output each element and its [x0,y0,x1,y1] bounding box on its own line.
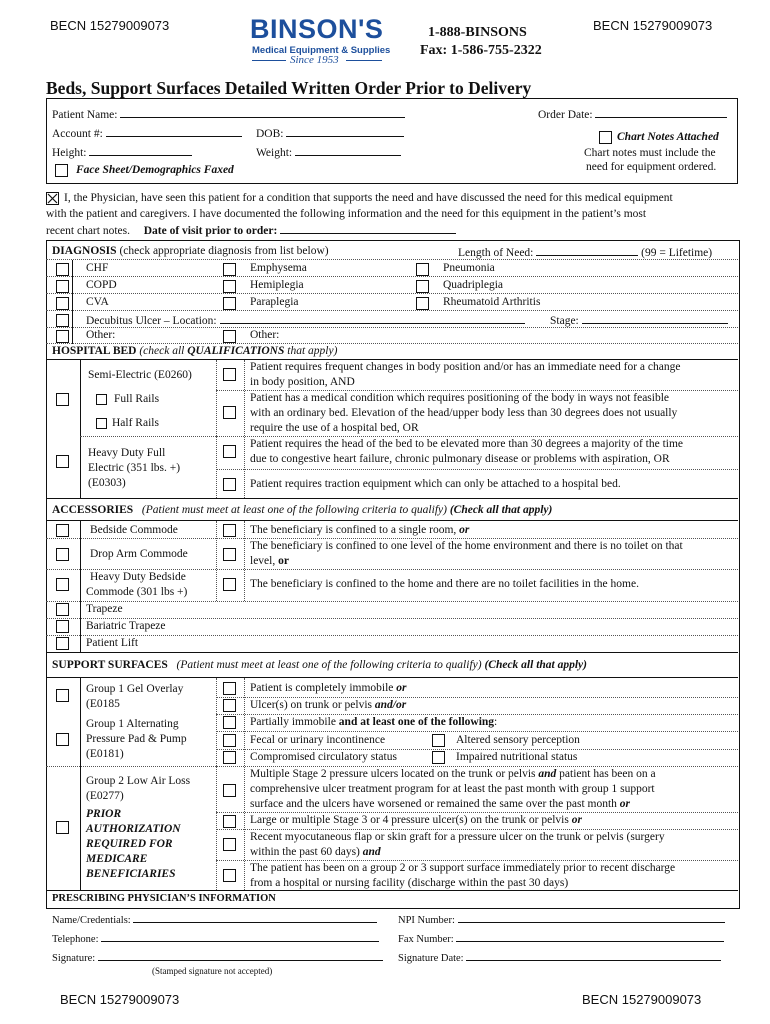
bed-criterion-4-checkbox[interactable] [223,478,236,491]
telephone-label: Telephone: [52,934,99,945]
dx-other2-checkbox[interactable] [223,330,236,343]
access-criterion-2-line2: level, [250,555,276,567]
bed-criterion-1-checkbox[interactable] [223,368,236,381]
g1-gel-overlay-line1: Group 1 Gel Overlay [86,683,184,695]
ss-large-bold: or [571,814,582,826]
heavy-bedside-commode-line2: Commode (301 lbs +) [86,586,188,598]
dx-emphysema-label: Emphysema [250,262,307,274]
access-criterion-3-checkbox[interactable] [223,578,236,591]
ss-multi-bold3: or [619,798,631,810]
prescriber-name-label: Name/Credentials: [52,915,131,926]
ss-immobile-label: Patient is completely immobile [250,682,394,694]
ss-ulcers-label: Ulcer(s) on trunk or pelvis [250,699,372,711]
ss-partial-bold: and at least one of the following [338,716,495,728]
g1-alternating-line1: Group 1 Alternating [86,718,179,730]
full-rails-checkbox[interactable] [96,394,107,405]
dx-paraplegia-checkbox[interactable] [223,297,236,310]
heavy-duty-bed-label-2: Electric (351 lbs. +) [88,462,181,474]
physician-statement-line3: recent chart notes. [46,225,130,237]
face-sheet-checkbox[interactable] [55,164,68,177]
chart-notes-note-2: need for equipment ordered. [586,161,717,173]
height-field[interactable] [52,145,192,159]
prior-auth-1: PRIOR [86,808,122,820]
chart-notes-label: Chart Notes Attached [617,131,719,143]
prescriber-name-field[interactable] [52,912,377,926]
heavy-duty-bed-label-1: Heavy Duty Full [88,447,166,459]
access-criterion-3: The beneficiary is confined to the home and there are no toilet facilities in the home. [250,578,639,590]
check-x-icon [47,193,58,204]
ss-circulatory-label: Compromised circulatory status [250,751,397,763]
becn-bottom-right: BECN 15279009073 [582,992,702,1007]
signature-label: Signature: [52,953,96,964]
diagnosis-heading-note: (check appropriate diagnosis from list below) [119,245,329,257]
hospital-bed-note-pre: (check all [139,345,188,357]
stage-label: Stage: [550,315,579,327]
dx-chf-label: CHF [86,262,109,274]
dx-paraplegia-label: Paraplegia [250,296,299,308]
g1-alternating-line3: (E0181) [86,748,124,760]
order-date-label: Order Date: [538,109,593,121]
ss-flap-line2: within the past 60 days) [250,846,360,858]
ss-group-line2: from a hospital or nursing facility (discharge within the past 30 days) [250,877,569,889]
dob-label: DOB: [256,128,284,140]
bariatric-trapeze-label: Bariatric Trapeze [86,620,166,632]
ss-immobile-checkbox[interactable] [223,682,236,695]
physician-statement-line1: I, the Physician, have seen this patient for a condition that supports the need and have discussed the need for this medical equipment [64,192,673,204]
heavy-duty-bed-checkbox[interactable] [56,455,69,468]
ss-flap-bold: and [362,846,381,858]
dx-copd-label: COPD [86,279,117,291]
trapeze-checkbox[interactable] [56,603,69,616]
dx-cva-checkbox[interactable] [56,297,69,310]
prescriber-heading: PRESCRIBING PHYSICIAN’S INFORMATION [52,893,276,904]
bed-criterion-3-line2: due to congestive heart failure, chronic pulmonary disease or problems with aspiration, OR [250,453,670,465]
prior-auth-5: BENEFICIARIES [86,868,176,880]
bedside-commode-checkbox[interactable] [56,524,69,537]
height-label: Height: [52,147,87,159]
g1-alternating-checkbox[interactable] [56,733,69,746]
length-of-need-label: Length of Need: [458,247,534,259]
bedside-commode-label: Bedside Commode [90,524,178,536]
ss-fecal-label: Fecal or urinary incontinence [250,734,386,746]
access-criterion-2-checkbox[interactable] [223,548,236,561]
ss-flap-line1: Recent myocutaneous flap or skin graft for a pressure ulcer on the trunk or pelvis (surgery [250,831,665,843]
hospital-bed-note-post: that apply) [284,345,338,357]
company-fax: Fax: 1-586-755-2322 [420,43,542,58]
becn-bottom-left: BECN 15279009073 [60,992,180,1007]
bed-criterion-3-line1: Patient requires the head of the bed to be elevated more than 30 degrees a majority of the time [250,438,684,450]
support-surfaces-heading-note: (Patient must meet at least one of the following criteria to qualify) [176,659,482,671]
access-criterion-2-line1: The beneficiary is confined to one level of the home environment and there is no toilet on that [250,540,683,552]
physician-statement-line2: with the patient and caregivers. I have documented the following information and the need for this equipment in the patient’s most [46,208,647,220]
signature-field[interactable] [52,950,383,964]
signature-date-field[interactable] [398,950,721,964]
physician-attest-checkbox[interactable] [46,192,59,205]
bed-criterion-1-line2: in body position, AND [250,376,355,388]
bed-criterion-2-line2: with an ordinary bed. Elevation of the head/upper body less than 30 degrees does not usually [250,407,678,419]
ss-flap-checkbox[interactable] [223,838,236,851]
g1-gel-overlay-checkbox[interactable] [56,689,69,702]
stage-field[interactable] [550,313,728,327]
access-criterion-1-checkbox[interactable] [223,524,236,537]
ss-multi-line1-post: patient has been on a [559,768,656,780]
company-logo [248,14,398,74]
dx-emphysema-checkbox[interactable] [223,263,236,276]
dx-chf-checkbox[interactable] [56,263,69,276]
dx-other1-label: Other: [86,329,116,341]
access-criterion-1 [250,524,469,536]
prior-auth-3: REQUIRED FOR [86,838,173,850]
full-rails-label: Full Rails [114,393,160,405]
npi-label: NPI Number: [398,915,455,926]
page-title: Beds, Support Surfaces Detailed Written Order Prior to Delivery [46,78,532,98]
semi-electric-checkbox[interactable] [56,393,69,406]
dx-other2-label: Other: [250,329,280,341]
patient-lift-label: Patient Lift [86,637,139,649]
stamp-note: (Stamped signature not accepted) [152,966,273,976]
access-criterion-1-bold: or [459,524,470,536]
g1-gel-overlay-line2: (E0185 [86,698,120,710]
half-rails-label: Half Rails [112,417,159,429]
patient-name-label: Patient Name: [52,109,118,121]
npi-field[interactable] [398,912,725,926]
ss-sensory-label: Altered sensory perception [456,734,580,746]
dob-field[interactable] [256,126,404,140]
dx-hemiplegia-label: Hemiplegia [250,279,304,291]
ss-multi-stage2-checkbox[interactable] [223,784,236,797]
heavy-duty-bed-label-3: (E0303) [88,477,126,489]
dx-quadriplegia-label: Quadriplegia [443,279,504,291]
dx-hemiplegia-checkbox[interactable] [223,280,236,293]
becn-top-left: BECN 15279009073 [50,18,170,33]
g2-low-air-loss-line2: (E0277) [86,790,124,802]
half-rails-checkbox[interactable] [96,418,107,429]
dx-pneumonia-checkbox[interactable] [416,263,429,276]
ss-multi-bold1: and [538,768,557,780]
bariatric-trapeze-checkbox[interactable] [56,620,69,633]
ss-nutrition-checkbox[interactable] [432,751,445,764]
face-sheet-label: Face Sheet/Demographics Faxed [76,164,234,176]
access-criterion-2 [250,555,289,567]
ss-multi-line1: Multiple Stage 2 pressure ulcers located on the trunk or pelvis [250,768,536,780]
ss-group-line1: The patient has been on a group 2 or 3 support surface immediately prior to recent discharge [250,862,676,874]
drop-arm-commode-label: Drop Arm Commode [90,548,188,560]
ss-ulcers-bold: and/or [374,699,407,711]
bed-criterion-3-checkbox[interactable] [223,445,236,458]
ss-ulcers-checkbox[interactable] [223,699,236,712]
bed-criterion-2-line1: Patient has a medical condition which requires positioning of the body in ways not feasible [250,392,670,404]
chart-notes-note-1: Chart notes must include the [584,147,716,159]
dx-quadriplegia-checkbox[interactable] [416,280,429,293]
ss-fecal-checkbox[interactable] [223,734,236,747]
ss-partial-label: Partially immobile [250,716,336,728]
logo-name: BINSON'S [250,14,384,44]
logo-since: Since 1953 [290,54,339,66]
order-date-field[interactable] [538,107,727,121]
weight-field[interactable] [256,145,401,159]
accessories-heading: ACCESSORIES [52,504,134,516]
accessories-heading-note: (Patient must meet at least one of the following criteria to qualify) [141,504,447,516]
signature-date-label: Signature Date: [398,953,464,964]
bed-criterion-2-line3: require the use of a hospital bed, OR [250,422,419,434]
chart-notes-checkbox[interactable] [599,131,612,144]
dx-cva-label: CVA [86,296,109,308]
account-field[interactable] [52,126,242,140]
visit-date-field[interactable] [280,223,456,234]
dx-rheumatoid-checkbox[interactable] [416,297,429,310]
lifetime-note: (99 = Lifetime) [641,247,713,259]
ss-multi-line2: comprehensive ulcer treatment program for at least the past month with group 1 support [250,783,655,795]
ss-multi-line3: surface and the ulcers have worsened or remained the same over the past month [250,798,617,810]
g2-low-air-loss-line1: Group 2 Low Air Loss [86,775,191,787]
fax-number-field[interactable] [398,931,724,945]
g2-low-air-loss-checkbox[interactable] [56,821,69,834]
semi-electric-label: Semi-Electric (E0260) [88,369,192,381]
ss-group-prior-checkbox[interactable] [223,869,236,882]
diagnosis-heading: DIAGNOSIS [52,245,117,257]
patient-name-field[interactable] [52,107,405,121]
ss-large-ulcer-checkbox[interactable] [223,815,236,828]
support-surfaces-heading: SUPPORT SURFACES [52,659,168,671]
dx-pneumonia-label: Pneumonia [443,262,495,274]
dx-decubitus-checkbox[interactable] [56,314,69,327]
dx-copd-checkbox[interactable] [56,280,69,293]
g1-alternating-line2: Pressure Pad & Pump [86,733,187,745]
ss-partial-checkbox[interactable] [223,716,236,729]
prior-auth-2: AUTHORIZATION [86,823,181,835]
hospital-bed-heading: HOSPITAL BED [52,345,137,357]
bed-criterion-4-line1: Patient requires traction equipment which can only be attached to a hospital bed. [250,478,621,490]
ss-nutrition-label: Impaired nutritional status [456,751,578,763]
drop-arm-commode-checkbox[interactable] [56,548,69,561]
patient-lift-checkbox[interactable] [56,637,69,650]
bed-criterion-2-checkbox[interactable] [223,406,236,419]
ss-immobile-bold: or [396,682,407,694]
logo-tagline: Medical Equipment & Supplies [252,45,391,56]
bed-criterion-1-line1: Patient requires frequent changes in body position and/or has an immediate need for a change [250,361,681,373]
hospital-bed-note-bold: QUALIFICATIONS [187,345,285,357]
visit-date-label: Date of visit prior to order: [143,225,278,237]
dx-other1-checkbox[interactable] [56,330,69,343]
decubitus-field[interactable] [86,313,525,327]
telephone-field[interactable] [52,931,379,945]
trapeze-label: Trapeze [86,603,123,615]
length-of-need-field[interactable] [458,245,712,259]
heavy-bedside-commode-checkbox[interactable] [56,578,69,591]
company-phone: 1-888-BINSONS [428,25,527,40]
fax-number-label: Fax Number: [398,934,454,945]
ss-circulatory-checkbox[interactable] [223,751,236,764]
ss-sensory-checkbox[interactable] [432,734,445,747]
heavy-bedside-commode-line1: Heavy Duty Bedside [90,571,186,583]
weight-label: Weight: [256,147,293,159]
decubitus-label: Decubitus Ulcer – Location: [86,315,217,327]
access-criterion-2-bold: or [278,555,289,567]
dx-rheumatoid-label: Rheumatoid Arthritis [443,296,541,308]
account-label: Account #: [52,128,103,140]
prior-auth-4: MEDICARE [86,853,148,865]
access-criterion-1-text: The beneficiary is confined to a single room, [250,524,457,536]
support-surfaces-check-all: (Check all that apply) [484,659,587,671]
becn-top-right: BECN 15279009073 [593,18,713,33]
accessories-check-all: (Check all that apply) [449,504,553,516]
ss-large-label: Large or multiple Stage 3 or 4 pressure ulcer(s) on the trunk or pelvis [250,814,569,826]
